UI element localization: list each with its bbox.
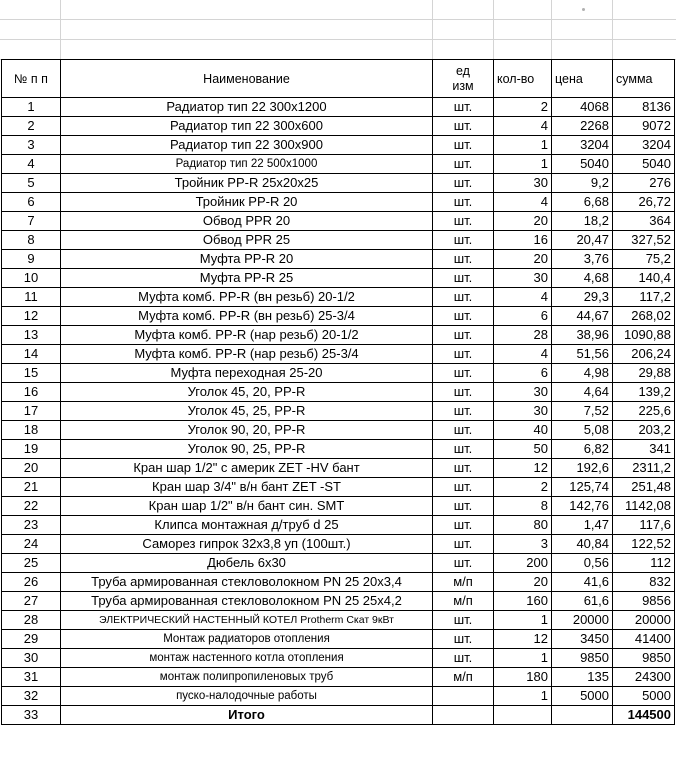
total-row [2,706,675,725]
price-cell[interactable]: 5000 [552,687,613,706]
header-price[interactable]: цена [552,60,613,98]
sum-cell[interactable]: 140,4 [613,269,675,288]
sum-cell[interactable]: 1142,08 [613,497,675,516]
quantity-cell[interactable]: 4 [494,288,552,307]
unit-cell[interactable]: шт. [433,535,494,554]
price-cell[interactable]: 38,96 [552,326,613,345]
quantity-cell[interactable]: 20 [494,212,552,231]
quantity-cell[interactable]: 4 [494,117,552,136]
table-row [2,383,675,402]
table-row [2,687,675,706]
sum-cell[interactable]: 26,72 [613,193,675,212]
price-cell[interactable]: 61,6 [552,592,613,611]
sum-cell[interactable]: 112 [613,554,675,573]
unit-cell[interactable]: шт. [433,155,494,174]
sum-cell[interactable]: 251,48 [613,478,675,497]
unit-cell[interactable]: шт. [433,250,494,269]
item-name-cell[interactable]: Радиатор тип 22 300х600 [61,117,433,136]
sum-cell[interactable]: 144500 [613,706,675,725]
quantity-cell[interactable]: 2 [494,478,552,497]
table-row [2,212,675,231]
item-name-cell[interactable]: Радиатор тип 22 300х1200 [61,98,433,117]
sum-cell[interactable]: 276 [613,174,675,193]
sum-cell[interactable]: 8136 [613,98,675,117]
item-name-cell[interactable]: пуско-налодочные работы [61,687,433,706]
unit-cell[interactable]: шт. [433,136,494,155]
sum-cell[interactable]: 5040 [613,155,675,174]
price-cell[interactable]: 125,74 [552,478,613,497]
price-cell[interactable]: 4,68 [552,269,613,288]
table-row [2,478,675,497]
item-name-cell[interactable]: Тройник PP-R 25х20х25 [61,174,433,193]
sum-cell[interactable]: 327,52 [613,231,675,250]
empty-grid-row[interactable] [0,40,676,60]
table-row [2,98,675,117]
row-number-cell[interactable]: 25 [2,554,61,573]
quantity-cell[interactable]: 28 [494,326,552,345]
row-number-cell[interactable]: 17 [2,402,61,421]
unit-cell[interactable]: м/п [433,592,494,611]
estimate-table [1,59,675,725]
row-number-cell[interactable]: 1 [2,98,61,117]
unit-cell[interactable]: шт. [433,554,494,573]
row-number-cell[interactable]: 16 [2,383,61,402]
price-cell[interactable]: 6,68 [552,193,613,212]
unit-cell[interactable]: шт. [433,364,494,383]
unit-cell[interactable]: шт. [433,269,494,288]
price-cell[interactable]: 2268 [552,117,613,136]
row-number-cell[interactable]: 18 [2,421,61,440]
price-cell[interactable]: 4,64 [552,383,613,402]
header-unit[interactable] [433,60,494,98]
price-cell[interactable]: 51,56 [552,345,613,364]
item-name-cell[interactable]: Кран шар 1/2" в/н бант син. SMT [61,497,433,516]
quantity-cell[interactable]: 160 [494,592,552,611]
row-number-cell[interactable]: 22 [2,497,61,516]
sum-cell[interactable]: 117,6 [613,516,675,535]
item-name-cell[interactable]: Муфта PP-R 20 [61,250,433,269]
item-name-cell[interactable]: Клипса монтажная д/труб d 25 [61,516,433,535]
unit-cell[interactable]: шт. [433,459,494,478]
grid-column-line [551,0,552,60]
item-name-cell[interactable]: Муфта комб. PP-R (нар резьб) 20-1/2 [61,326,433,345]
item-name-cell[interactable]: Радиатор тип 22 500х1000 [61,155,433,174]
price-cell[interactable]: 5,08 [552,421,613,440]
row-number-cell[interactable]: 7 [2,212,61,231]
table-row [2,174,675,193]
quantity-cell[interactable]: 1 [494,649,552,668]
item-name-cell[interactable]: Монтаж радиаторов отопления [61,630,433,649]
quantity-cell[interactable]: 1 [494,136,552,155]
row-number-cell[interactable]: 24 [2,535,61,554]
empty-grid-row[interactable] [0,0,676,20]
item-name-cell[interactable]: Радиатор тип 22 300х900 [61,136,433,155]
quantity-cell[interactable]: 40 [494,421,552,440]
item-name-cell[interactable]: Итого [61,706,433,725]
table-row [2,231,675,250]
header-quantity[interactable]: кол-во [494,60,552,98]
row-number-cell[interactable]: 5 [2,174,61,193]
item-name-cell[interactable]: монтаж настенного котла отопления [61,649,433,668]
quantity-cell[interactable]: 200 [494,554,552,573]
table-row [2,155,675,174]
quantity-cell[interactable]: 12 [494,630,552,649]
row-number-cell[interactable]: 3 [2,136,61,155]
price-cell[interactable]: 6,82 [552,440,613,459]
unit-cell[interactable]: шт. [433,402,494,421]
item-name-cell[interactable]: монтаж полипропиленовых труб [61,668,433,687]
sum-cell[interactable]: 341 [613,440,675,459]
grid-column-line [60,0,61,60]
item-name-cell[interactable]: Уголок 45, 20, PP-R [61,383,433,402]
sum-cell[interactable]: 3204 [613,136,675,155]
unit-cell[interactable]: шт. [433,212,494,231]
quantity-cell[interactable]: 3 [494,535,552,554]
table-row [2,421,675,440]
item-name-cell[interactable]: Саморез гипрок 32х3,8 уп (100шт.) [61,535,433,554]
sum-cell[interactable]: 117,2 [613,288,675,307]
price-cell[interactable]: 20000 [552,611,613,630]
unit-cell[interactable]: шт. [433,516,494,535]
table-row [2,440,675,459]
stray-mark [582,8,585,11]
quantity-cell[interactable]: 30 [494,269,552,288]
quantity-cell[interactable]: 6 [494,364,552,383]
sum-cell[interactable]: 206,24 [613,345,675,364]
sum-cell[interactable]: 2311,2 [613,459,675,478]
row-number-cell[interactable]: 4 [2,155,61,174]
price-cell[interactable]: 135 [552,668,613,687]
item-name-cell[interactable]: Обвод PPR 20 [61,212,433,231]
unit-cell[interactable]: м/п [433,668,494,687]
sum-cell[interactable]: 268,02 [613,307,675,326]
quantity-cell[interactable]: 20 [494,250,552,269]
price-cell[interactable]: 20,47 [552,231,613,250]
row-number-cell[interactable]: 21 [2,478,61,497]
row-number-cell[interactable]: 31 [2,668,61,687]
header-unit-line2: изм [452,78,474,93]
quantity-cell[interactable]: 8 [494,497,552,516]
row-number-cell[interactable]: 2 [2,117,61,136]
row-number-cell[interactable]: 15 [2,364,61,383]
header-name[interactable]: Наименование [61,60,433,98]
row-number-cell[interactable]: 23 [2,516,61,535]
item-name-cell[interactable]: Обвод PPR 25 [61,231,433,250]
unit-cell[interactable]: шт. [433,497,494,516]
table-row [2,136,675,155]
item-name-cell[interactable]: Уголок 90, 20, PP-R [61,421,433,440]
row-number-cell[interactable]: 33 [2,706,61,725]
unit-cell[interactable]: шт. [433,440,494,459]
quantity-cell[interactable]: 1 [494,687,552,706]
row-number-cell[interactable]: 13 [2,326,61,345]
quantity-cell[interactable]: 30 [494,174,552,193]
quantity-cell[interactable]: 20 [494,573,552,592]
unit-cell[interactable]: шт. [433,193,494,212]
price-cell[interactable]: 29,3 [552,288,613,307]
sum-cell[interactable]: 139,2 [613,383,675,402]
price-cell[interactable]: 0,56 [552,554,613,573]
unit-cell[interactable]: шт. [433,421,494,440]
table-row [2,326,675,345]
sum-cell[interactable]: 24300 [613,668,675,687]
sum-cell[interactable]: 9850 [613,649,675,668]
price-cell[interactable]: 4,98 [552,364,613,383]
quantity-cell[interactable]: 30 [494,383,552,402]
item-name-cell[interactable]: Муфта комб. PP-R (нар резьб) 25-3/4 [61,345,433,364]
item-name-cell[interactable]: Тройник PP-R 20 [61,193,433,212]
empty-grid-row[interactable] [0,20,676,40]
item-name-cell[interactable]: Муфта переходная 25-20 [61,364,433,383]
item-name-cell[interactable]: Уголок 45, 25, PP-R [61,402,433,421]
quantity-cell[interactable]: 4 [494,345,552,364]
unit-cell[interactable]: м/п [433,573,494,592]
price-cell[interactable]: 41,6 [552,573,613,592]
sum-cell[interactable]: 122,52 [613,535,675,554]
grid-column-line [612,0,613,60]
sum-cell[interactable]: 29,88 [613,364,675,383]
quantity-cell[interactable]: 180 [494,668,552,687]
table-row [2,459,675,478]
item-name-cell[interactable]: Кран шар 1/2" с америк ZET -HV бант [61,459,433,478]
table-row [2,573,675,592]
unit-cell[interactable]: шт. [433,326,494,345]
item-name-cell[interactable]: Труба армированная стекловолокном PN 25 25х4,2 [61,592,433,611]
item-name-cell[interactable]: Муфта комб. PP-R (вн резьб) 25-3/4 [61,307,433,326]
price-cell[interactable]: 3204 [552,136,613,155]
sum-cell[interactable]: 9856 [613,592,675,611]
price-cell[interactable]: 3450 [552,630,613,649]
item-name-cell[interactable]: Муфта комб. PP-R (вн резьб) 20-1/2 [61,288,433,307]
item-name-cell[interactable]: Дюбель 6х30 [61,554,433,573]
quantity-cell[interactable]: 2 [494,98,552,117]
unit-cell[interactable]: шт. [433,98,494,117]
price-cell[interactable]: 192,6 [552,459,613,478]
price-cell[interactable]: 9,2 [552,174,613,193]
price-cell[interactable]: 7,52 [552,402,613,421]
table-row [2,611,675,630]
header-unit-line1: ед [456,63,470,78]
sum-cell[interactable]: 1090,88 [613,326,675,345]
price-cell[interactable]: 9850 [552,649,613,668]
quantity-cell[interactable]: 30 [494,402,552,421]
unit-cell[interactable]: шт. [433,649,494,668]
sum-cell[interactable]: 203,2 [613,421,675,440]
unit-cell[interactable]: шт. [433,117,494,136]
item-name-cell[interactable]: Труба армированная стекловолокном PN 25 20х3,4 [61,573,433,592]
table-row [2,193,675,212]
row-number-cell[interactable]: 30 [2,649,61,668]
item-name-cell[interactable]: Кран шар 3/4" в/н бант ZET -ST [61,478,433,497]
sum-cell[interactable]: 364 [613,212,675,231]
sum-cell[interactable]: 41400 [613,630,675,649]
price-cell[interactable]: 40,84 [552,535,613,554]
unit-cell[interactable] [433,706,494,725]
price-cell[interactable]: 5040 [552,155,613,174]
table-row [2,402,675,421]
item-name-cell[interactable]: Уголок 90, 25, PP-R [61,440,433,459]
table-body [2,98,675,725]
unit-cell[interactable]: шт. [433,231,494,250]
table-row [2,535,675,554]
unit-cell[interactable]: шт. [433,478,494,497]
row-number-cell[interactable]: 28 [2,611,61,630]
header-number[interactable]: № п п [2,60,61,98]
unit-cell[interactable] [433,687,494,706]
row-number-cell[interactable]: 32 [2,687,61,706]
unit-cell[interactable]: шт. [433,174,494,193]
row-number-cell[interactable]: 19 [2,440,61,459]
price-cell[interactable]: 4068 [552,98,613,117]
row-number-cell[interactable]: 29 [2,630,61,649]
sum-cell[interactable]: 832 [613,573,675,592]
quantity-cell[interactable]: 50 [494,440,552,459]
sum-cell[interactable]: 9072 [613,117,675,136]
price-cell[interactable]: 142,76 [552,497,613,516]
unit-cell[interactable]: шт. [433,288,494,307]
row-number-cell[interactable]: 26 [2,573,61,592]
row-number-cell[interactable]: 11 [2,288,61,307]
price-cell[interactable]: 18,2 [552,212,613,231]
header-row [2,60,675,98]
price-cell[interactable]: 44,67 [552,307,613,326]
sum-cell[interactable]: 20000 [613,611,675,630]
table-row [2,630,675,649]
row-number-cell[interactable]: 14 [2,345,61,364]
table-row [2,649,675,668]
table-row [2,516,675,535]
table-row [2,288,675,307]
table-row [2,250,675,269]
table-row [2,117,675,136]
row-number-cell[interactable]: 6 [2,193,61,212]
quantity-cell[interactable]: 1 [494,611,552,630]
table-row [2,269,675,288]
grid-column-line [493,0,494,60]
table-row [2,345,675,364]
quantity-cell[interactable]: 6 [494,307,552,326]
quantity-cell[interactable]: 16 [494,231,552,250]
row-number-cell[interactable]: 20 [2,459,61,478]
quantity-cell[interactable]: 12 [494,459,552,478]
price-cell[interactable]: 1,47 [552,516,613,535]
unit-cell[interactable]: шт. [433,630,494,649]
header-sum[interactable]: сумма [613,60,675,98]
row-number-cell[interactable]: 8 [2,231,61,250]
price-cell[interactable]: 3,76 [552,250,613,269]
item-name-cell[interactable]: Муфта PP-R 25 [61,269,433,288]
row-number-cell[interactable]: 9 [2,250,61,269]
grid-column-line [432,0,433,60]
row-number-cell[interactable]: 12 [2,307,61,326]
unit-cell[interactable]: шт. [433,611,494,630]
table-row [2,592,675,611]
table-row [2,364,675,383]
table-row [2,497,675,516]
unit-cell[interactable]: шт. [433,307,494,326]
row-number-cell[interactable]: 27 [2,592,61,611]
quantity-cell[interactable]: 80 [494,516,552,535]
table-row [2,668,675,687]
unit-cell[interactable]: шт. [433,345,494,364]
quantity-cell[interactable]: 1 [494,155,552,174]
quantity-cell[interactable] [494,706,552,725]
item-name-cell[interactable]: ЭЛЕКТРИЧЕСКИЙ НАСТЕННЫЙ КОТЕЛ Protherm Скат 9кВт [61,611,433,630]
quantity-cell[interactable]: 4 [494,193,552,212]
sum-cell[interactable]: 225,6 [613,402,675,421]
unit-cell[interactable]: шт. [433,383,494,402]
price-cell[interactable] [552,706,613,725]
row-number-cell[interactable]: 10 [2,269,61,288]
table-row [2,554,675,573]
sum-cell[interactable]: 5000 [613,687,675,706]
sum-cell[interactable]: 75,2 [613,250,675,269]
table-row [2,307,675,326]
